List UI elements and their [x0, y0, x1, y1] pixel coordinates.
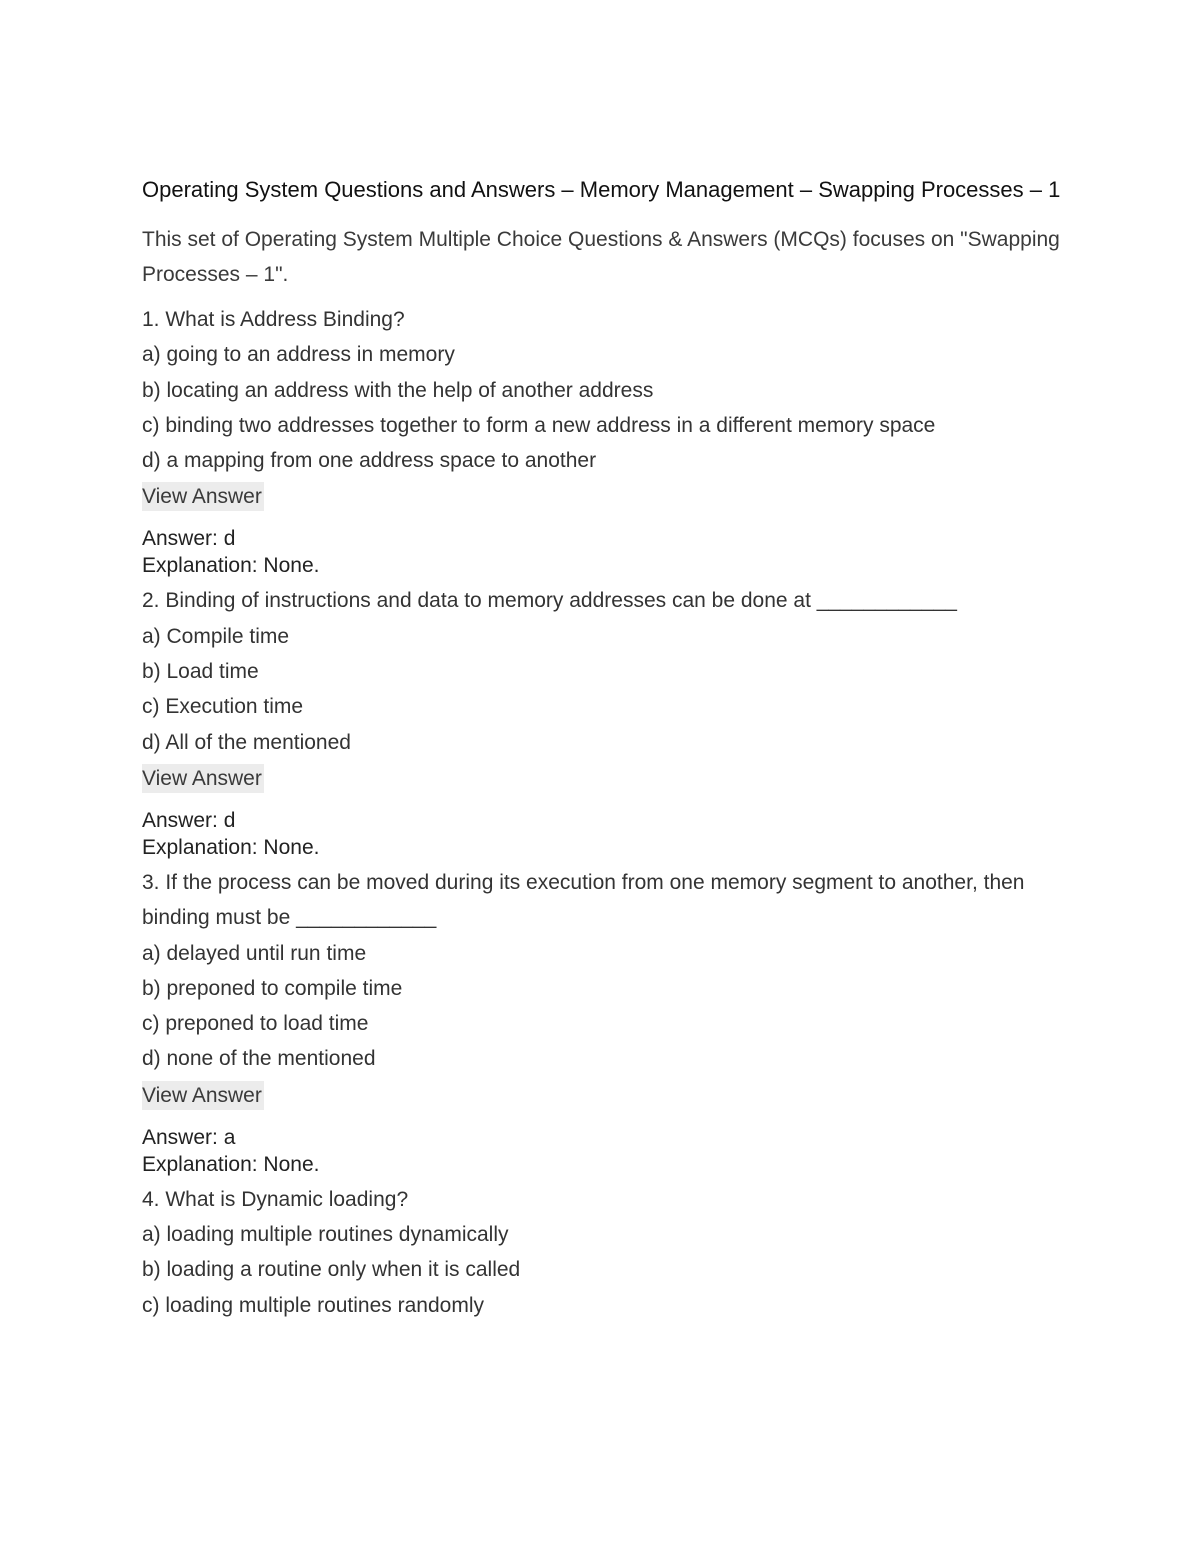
option-b: b) loading a routine only when it is called [142, 1258, 521, 1282]
option-b: b) locating an address with the help of another address [142, 378, 654, 402]
view-answer-button[interactable]: View Answer [142, 1081, 264, 1110]
option-d: d) a mapping from one address space to another [142, 449, 597, 473]
answer-block [142, 807, 1072, 861]
option-a: a) delayed until run time [142, 941, 367, 965]
answer-text: Answer: a [142, 1125, 236, 1149]
option-a: a) Compile time [142, 624, 290, 648]
question-1 [142, 302, 1072, 579]
page-title: Operating System Questions and Answers – Memory Management – Swapping Processes – 1 [142, 177, 1061, 202]
question-text: 1. What is Address Binding? [142, 308, 405, 331]
intro-paragraph: This set of Operating System Multiple Choice Questions & Answers (MCQs) focuses on "Swapping Processes – 1". [142, 228, 1060, 286]
answer-block [142, 1124, 1072, 1178]
question-3 [142, 865, 1072, 1178]
explanation-text: Explanation: None. [142, 1152, 320, 1176]
option-b: b) Load time [142, 660, 259, 684]
question-2 [142, 583, 1072, 860]
answer-text: Answer: d [142, 808, 236, 832]
option-d: d) All of the mentioned [142, 730, 351, 754]
document-page [142, 175, 1072, 1323]
explanation-text: Explanation: None. [142, 554, 320, 578]
option-d: d) none of the mentioned [142, 1047, 376, 1071]
question-text: 4. What is Dynamic loading? [142, 1187, 409, 1211]
question-text: 3. If the process can be moved during its execution from one memory segment to another, then binding must be ____________ [142, 870, 1025, 930]
answer-text: Answer: d [142, 527, 236, 551]
option-b: b) preponed to compile time [142, 976, 403, 1000]
option-c: c) loading multiple routines randomly [142, 1293, 484, 1317]
option-c: c) Execution time [142, 695, 304, 719]
view-answer-button[interactable]: View Answer [142, 764, 264, 793]
option-c: c) preponed to load time [142, 1012, 369, 1036]
option-a: a) going to an address in memory [142, 343, 455, 367]
view-answer-button[interactable]: View Answer [142, 482, 264, 511]
question-text: 2. Binding of instructions and data to memory addresses can be done at ____________ [142, 589, 957, 613]
answer-block [142, 525, 1072, 579]
question-4 [142, 1182, 1072, 1323]
option-c: c) binding two addresses together to form a new address in a different memory space [142, 413, 936, 437]
option-a: a) loading multiple routines dynamically [142, 1223, 509, 1247]
explanation-text: Explanation: None. [142, 835, 320, 859]
